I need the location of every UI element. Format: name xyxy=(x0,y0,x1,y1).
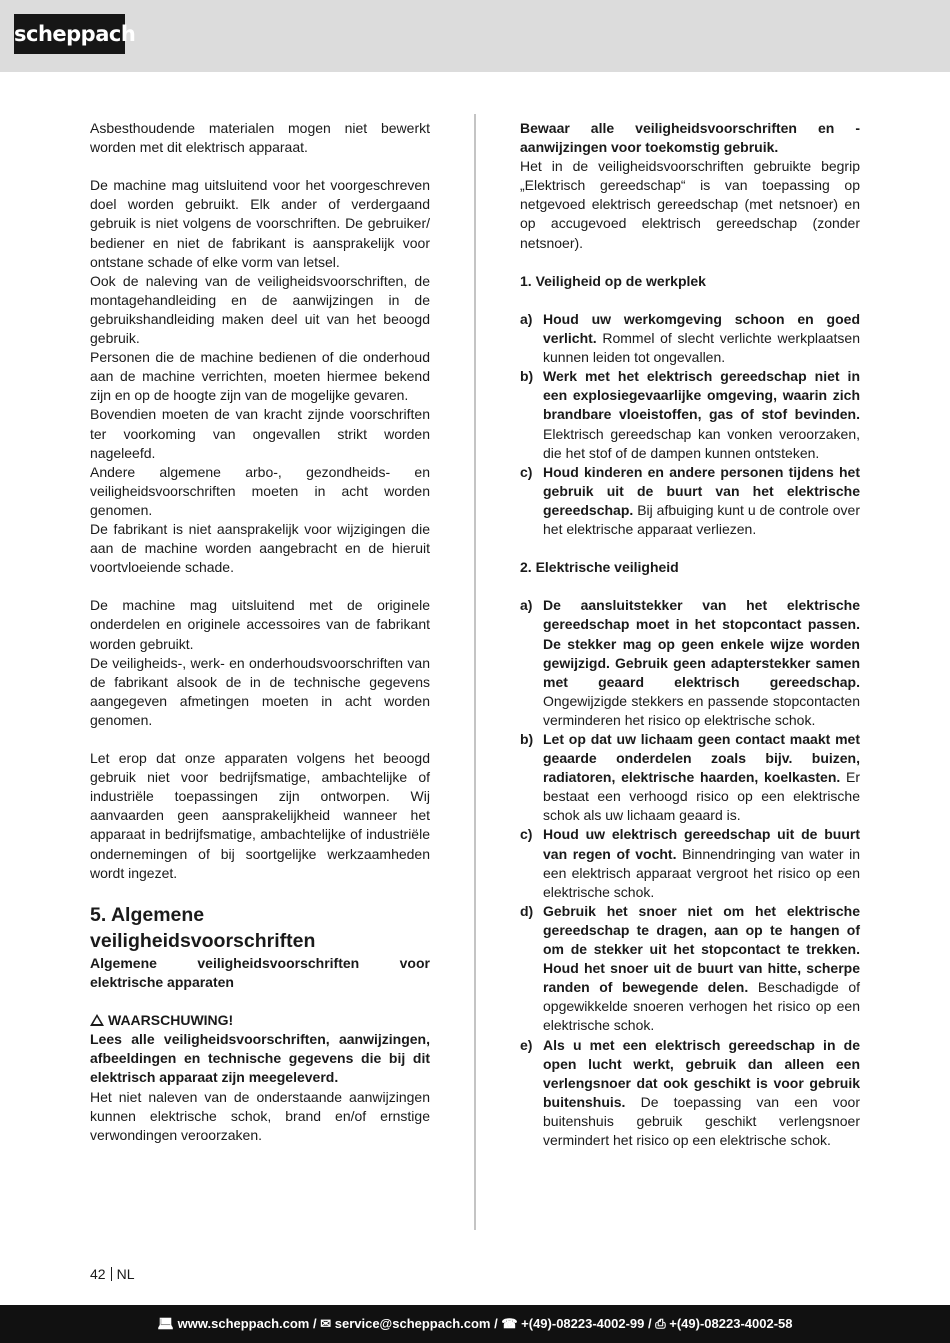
item-text: Er bestaat een verhoogd risico op een elektrische schok als uw lichaam geaard is. xyxy=(543,769,860,824)
item-text: Ongewijzigde stekkers en passende stopcontacten verminderen het risico op elektrische schok. xyxy=(543,692,860,728)
item-label: d) xyxy=(520,902,534,919)
warning-triangle-icon xyxy=(90,1014,104,1026)
list-item xyxy=(520,902,860,1036)
item-text: De toepassing van een voor buitenshuis gebruik geschikt verlengsnoer vermindert het risico op een elektrische schok. xyxy=(543,1093,860,1148)
laptop-icon: 💻︎ xyxy=(157,1316,178,1331)
phone-number: +(49)-08223-4002-99 xyxy=(521,1316,645,1331)
item-text: Bij afbuiging kunt u de controle over het elektrische apparaat verliezen. xyxy=(543,501,860,537)
item-bold: Houd uw werkomgeving schoon en goed verlicht. xyxy=(543,310,860,347)
phone-icon: ☎ xyxy=(501,1316,522,1331)
warning-text: Het niet naleven van de onderstaande aanwijzingen kunnen elektrische schok, brand en/of ernstige verwondingen veroorzaken. xyxy=(90,1088,430,1143)
page-footer: 💻︎ www.scheppach.com / ✉ service@scheppach.com / ☎ +(49)-08223-4002-99 / ⎙ +(49)-08223-4002-58 xyxy=(0,1305,950,1343)
paragraph: De veiligheids-, werk- en onderhoudsvoorschriften van de fabrikant alsook de in de technische gegevens aangegeven afmetingen moeten in acht worden genomen. xyxy=(90,654,430,728)
item-label: c) xyxy=(520,463,533,480)
warning-bold-text: Lees alle veiligheidsvoorschriften, aanwijzingen, afbeeldingen en technische gegevens die bij dit elektrisch apparaat zijn meegeleverd. xyxy=(90,1031,430,1086)
list-item xyxy=(520,310,860,367)
paragraph: De machine mag uitsluitend voor het voorgeschreven doel worden gebruikt. Elk ander of verdergaand gebruik is niet volgens de voorschriften. De gebruiker/ bediener en niet de fabrikant is aansprakelijk voor ontstane schade of elke vorm van letsel. xyxy=(90,177,430,270)
item-label: a) xyxy=(520,310,533,327)
section-title: 5. Algemene veiligheidsvoorschriften xyxy=(90,903,316,952)
paragraph: Let erop dat onze apparaten volgens het beoogd gebruik niet voor bedrijfsmatige, ambachtelijke of industriële toepassingen zijn ontworpen. Wij aanvaarden geen aansprakelijkheid wanneer het apparaat in bedrijfsmatige, ambachtelijke of industriële ondernemingen of bij soortgelijke werkzaamheden wordt ingezet. xyxy=(90,750,430,881)
paragraph: Asbesthoudende materialen mogen niet bewerkt worden met dit elektrisch apparaat. xyxy=(90,120,430,156)
list-item xyxy=(520,825,860,901)
list-workplace xyxy=(520,310,860,539)
item-bold: De aansluitstekker van het elektrische gereedschap moet in het stopcontact passen. De stekker mag op geen enkele wijze worden gewijzigd. Gebruik geen adapterstekker samen met geaard elektrisch gereedschap. xyxy=(543,597,860,690)
paragraph: Personen die de machine bedienen of die onderhoud aan de machine verrichten, moeten hiermee bekend zijn en op de hoogte zijn van de mogelijke gevaren. xyxy=(90,349,430,404)
item-text: Elektrisch gereedschap kan vonken veroorzaken, die het stof of de dampen kunnen ontsteken. xyxy=(543,425,860,461)
item-label: b) xyxy=(520,368,534,385)
item-bold: Als u met een elektrisch gereedschap in de open lucht werkt, gebruik dan alleen een verlengsnoer dat ook geschikt is voor gebruik buitenshuis. xyxy=(543,1036,860,1110)
email-link[interactable]: service@scheppach.com xyxy=(334,1316,491,1331)
paragraph: Ook de naleving van de veiligheidsvoorschriften, de montagehandleiding en de aanwijzingen in de gebruikshandleiding maken deel uit van het beoogd gebruik. xyxy=(90,272,430,347)
page-number-value: 42 xyxy=(90,1266,106,1282)
list-item xyxy=(520,730,860,825)
page-language: NL xyxy=(116,1266,135,1282)
intro-text: Het in de veiligheidsvoorschriften gebruikte begrip „Elektrisch gereedschap“ is van toepassing op netgevoed elektrisch gereedschap (met netsnoer) en op accugevoed elektrisch gereedschap (zonder netsnoer). xyxy=(520,158,860,251)
paragraph: Andere algemene arbo-, gezondheids- en veiligheidsvoorschriften moeten in acht worden genomen. xyxy=(90,463,430,518)
section-heading: 1. Veiligheid op de werkplek xyxy=(520,272,706,289)
page-number xyxy=(90,1265,134,1284)
page-header xyxy=(0,0,950,72)
paragraph: Bovendien moeten de van kracht zijnde voorschriften ter voorkoming van ongevallen strikt worden nageleefd. xyxy=(90,406,430,461)
item-text: Binnendringing van water in een elektrisch apparaat vergroot het risico op een elektrische schok. xyxy=(543,845,861,900)
item-label: b) xyxy=(520,731,534,747)
sub-heading: Algemene veiligheidsvoorschriften voor elektrische apparaten xyxy=(90,954,430,990)
item-bold: Let op dat uw lichaam geen contact maakt met geaarde onderdelen zoals bijv. buizen, radiatoren, elektrische haarden, koelkasten. xyxy=(543,731,860,786)
scheppach-logo: scheppach xyxy=(14,14,125,54)
item-bold: Werk met het elektrisch gereedschap niet in een explosiegevaarlijke omgeving, waarin zich brandbare vloeistoffen, gas of stof bevinden. xyxy=(543,368,860,423)
website-link[interactable]: www.scheppach.com xyxy=(177,1316,310,1331)
list-item xyxy=(520,463,860,539)
list-item xyxy=(520,1036,860,1151)
list-item xyxy=(520,596,860,730)
right-column xyxy=(520,119,860,1150)
column-divider xyxy=(474,114,476,1230)
warning-label: WAARSCHUWING! xyxy=(108,1012,234,1029)
item-label: a) xyxy=(520,597,533,614)
item-bold: Gebruik het snoer niet om het elektrische gereedschap te dragen, aan op te hangen of om de stekker uit het stopcontact te trekken. Houd het snoer uit de buurt van hitte, scherpe randen of bewegende delen. xyxy=(543,902,860,996)
item-bold: Houd kinderen en andere personen tijdens het gebruik uit de buurt van het elektrische gereedschap. xyxy=(543,463,860,518)
warning-heading xyxy=(90,1011,430,1030)
fax-icon: ⎙ xyxy=(655,1316,670,1331)
intro-bold: Bewaar alle veiligheidsvoorschriften en -aanwijzingen voor toekomstig gebruik. xyxy=(520,120,860,156)
item-text: Beschadigde of opgewikkelde snoeren verhogen het risico op een elektrische schok. xyxy=(543,979,861,1034)
paragraph: De fabrikant is niet aansprakelijk voor wijzigingen die aan de machine worden aangebracht en de hieruit voortvloeiende schade. xyxy=(90,520,430,576)
mail-icon: ✉ xyxy=(320,1316,335,1331)
fax-number: +(49)-08223-4002-58 xyxy=(669,1316,793,1331)
list-item xyxy=(520,367,860,462)
section-heading: 2. Elektrische veiligheid xyxy=(520,559,679,576)
item-label: c) xyxy=(520,826,533,843)
item-bold: Houd uw elektrisch gereedschap uit de buurt van regen of vocht. xyxy=(543,826,860,862)
item-label: e) xyxy=(520,1036,533,1053)
list-electrical xyxy=(520,596,860,1150)
item-text: Rommel of slecht verlichte werkplaatsen kunnen leiden tot ongevallen. xyxy=(543,330,860,366)
paragraph: De machine mag uitsluitend met de originele onderdelen en originele accessoires van de fabrikant worden gebruikt. xyxy=(90,597,430,652)
left-column xyxy=(90,119,430,1145)
